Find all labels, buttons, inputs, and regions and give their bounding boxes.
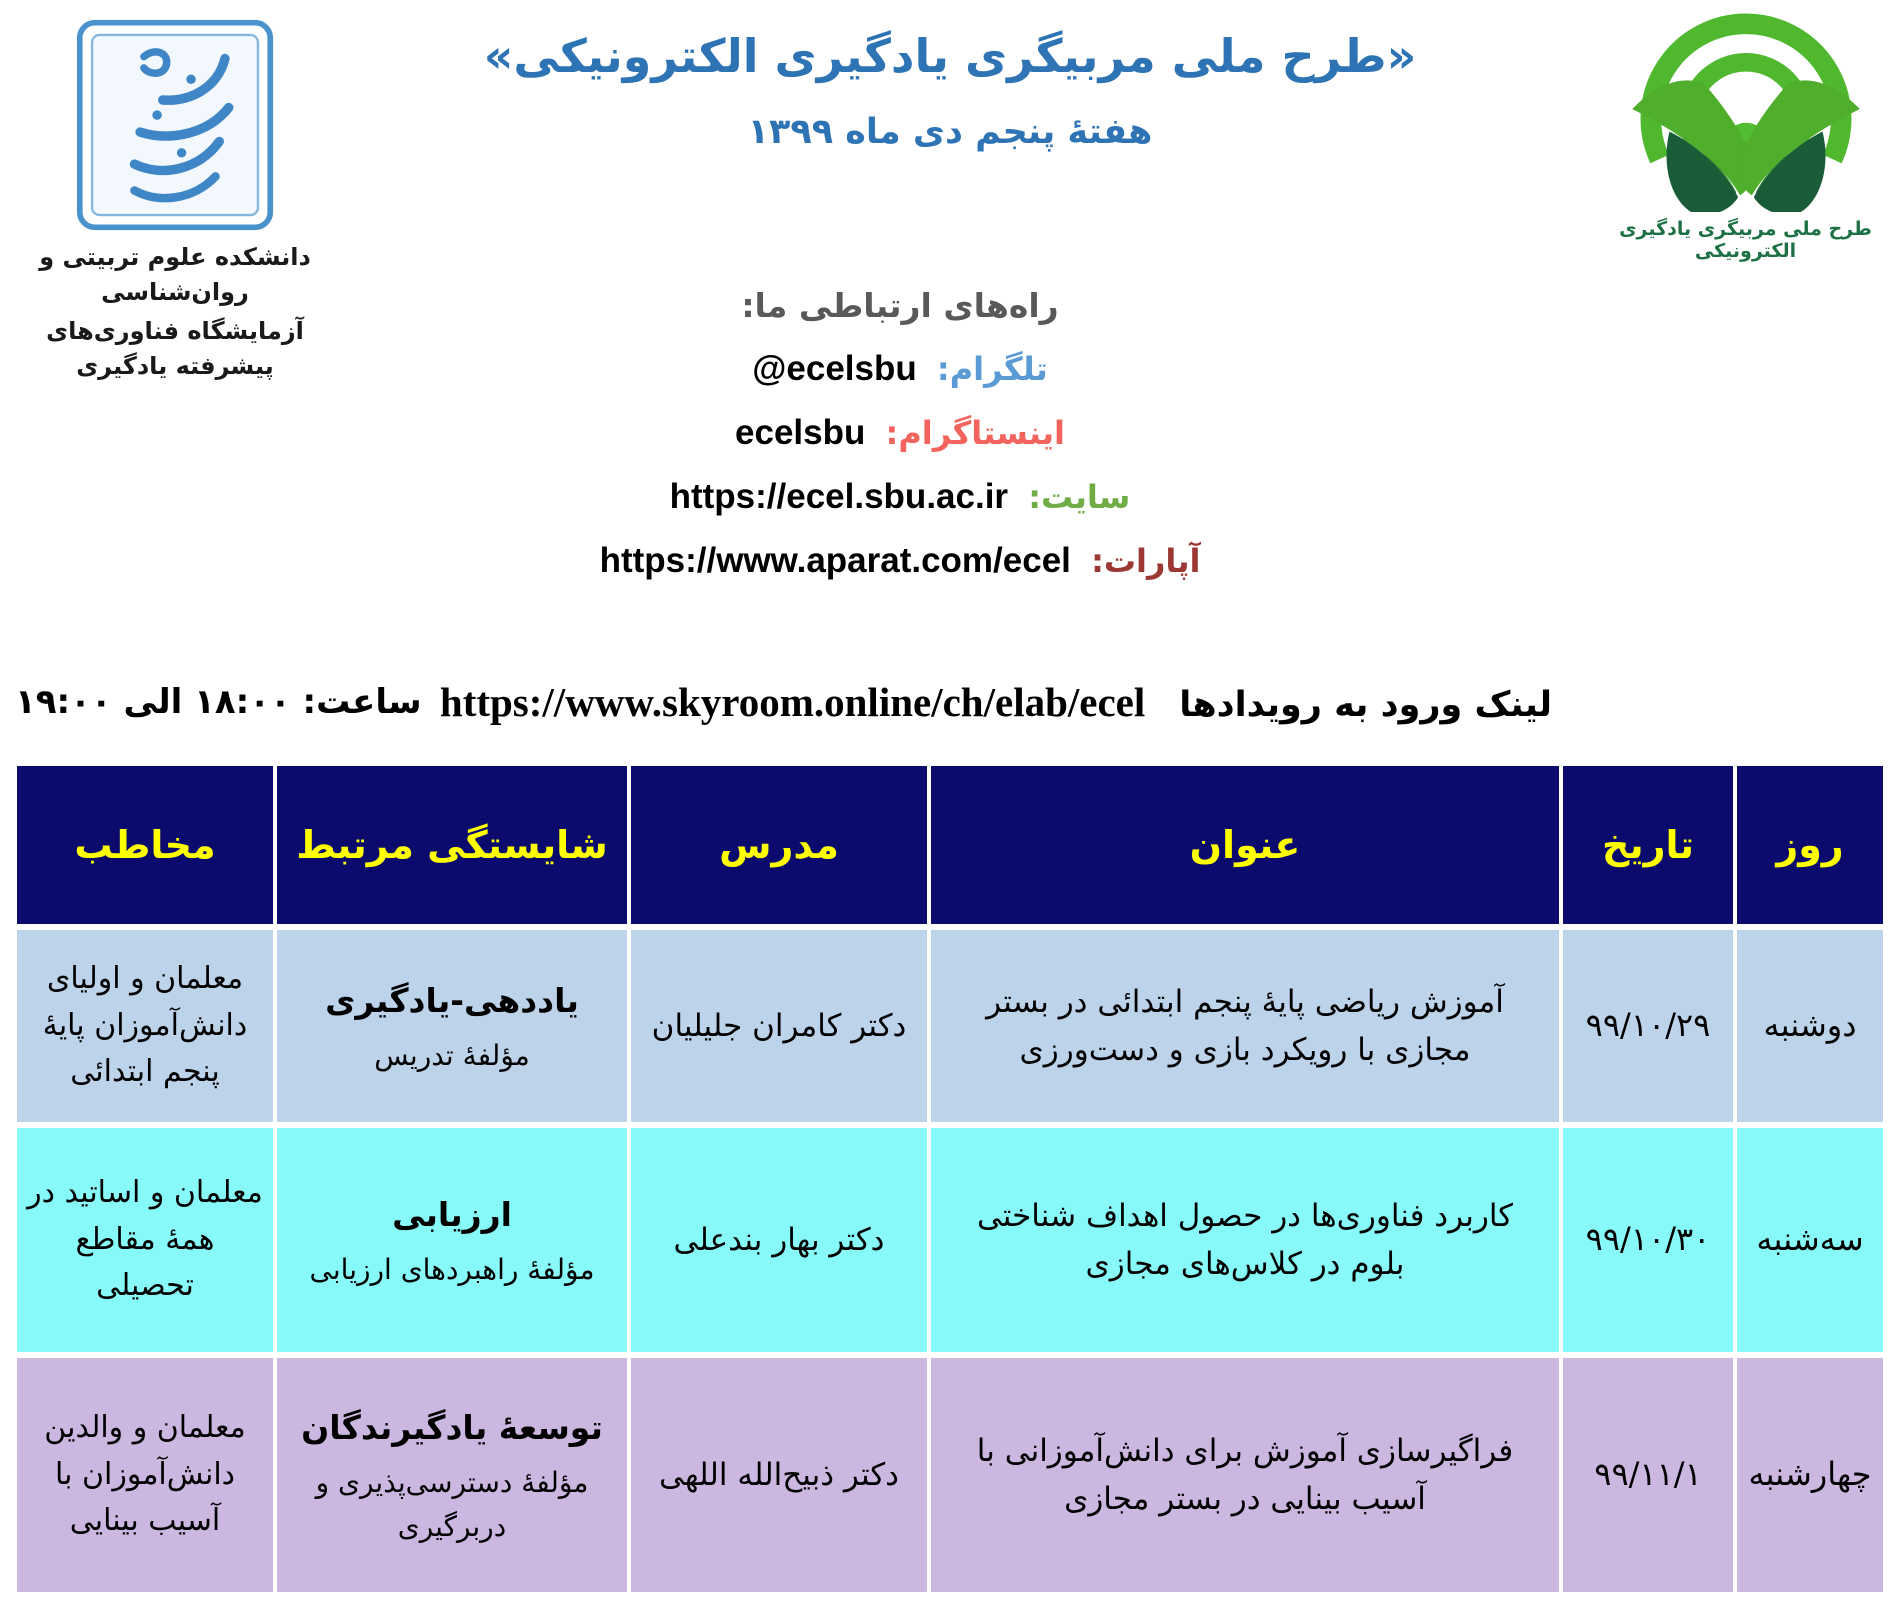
cell-title: آموزش ریاضی پایۀ پنجم ابتدائی در بستر مجازی با رویکرد بازی و دست‌ورزی [931,930,1559,1122]
contact-aparat [500,541,1300,581]
contact-heading: راه‌های ارتباطی ما: [741,286,1059,325]
aparat-label: آپارات: [1091,542,1201,580]
events-link-url: https://www.skyroom.online/ch/elab/ecel [439,679,1146,725]
table-row-wednesday [17,1358,1883,1592]
telegram-handle: @ecelsbu [752,349,917,388]
cell-day: دوشنبه [1737,930,1883,1122]
page-title: «طرح ملی مربیگری یادگیری الکترونیکی» [483,29,1417,83]
program-logo-icon [1618,6,1874,212]
contact-telegram [500,349,1300,389]
column-header-day: روز [1737,766,1883,924]
table-row-monday [17,930,1883,1122]
competency-sub: مؤلفۀ تدریس [374,1038,530,1072]
aparat-url: https://www.aparat.com/ecel [599,541,1071,580]
cell-competency [277,1358,627,1592]
events-bar [0,678,1900,734]
cell-title: کاربرد فناوری‌ها در حصول اهداف شناختی بلوم در کلاس‌های مجازی [931,1128,1559,1352]
schedule-section [13,760,1887,1598]
telegram-label: تلگرام: [936,350,1048,388]
instagram-label: اینستاگرام: [885,414,1065,452]
events-link-label: لینک ورود به رویدادها [1179,685,1552,725]
university-logo [76,18,274,236]
column-header-title: عنوان [931,766,1559,924]
session-time: ساعت: ۱۸:۰۰ الی ۱۹:۰۰ [15,682,422,722]
column-header-instructor: مدرس [631,766,927,924]
website-url: https://ecel.sbu.ac.ir [669,477,1009,516]
cell-date: ۹۹/۱۰/۲۹ [1563,930,1733,1122]
cell-audience: معلمان و اساتید در همۀ مقاطع تحصیلی [17,1128,273,1352]
instagram-handle: ecelsbu [735,413,866,452]
program-logo-caption: طرح ملی مربیگری یادگیری الکترونیکی [1619,218,1872,262]
cell-date: ۹۹/۱۰/۳۰ [1563,1128,1733,1352]
website-label: سایت: [1028,478,1131,516]
cell-competency [277,930,627,1122]
competency-main: یاددهی-یادگیری [325,980,579,1020]
cell-day: سه‌شنبه [1737,1128,1883,1352]
university-seal-icon [76,18,274,232]
table-row-tuesday [17,1128,1883,1352]
contact-block [500,286,1300,605]
competency-sub: مؤلفۀ راهبردهای ارزیابی [309,1252,595,1286]
competency-main: توسعۀ یادگیرندگان [301,1408,603,1448]
column-header-audience: مخاطب [17,766,273,924]
column-header-date: تاریخ [1563,766,1733,924]
cell-instructor: دکتر ذبیح‌الله اللهی [631,1358,927,1592]
page-subtitle: هفتۀ پنجم دی ماه ۱۳۹۹ [747,111,1153,152]
column-header-competency: شایستگی مرتبط [277,766,627,924]
faculty-caption: دانشکده علوم تربیتی و روان‌شناسی [39,243,311,306]
competency-main: ارزیابی [392,1194,512,1234]
title-block [390,28,1510,152]
contact-website [500,477,1300,517]
cell-date: ۹۹/۱۱/۱ [1563,1358,1733,1592]
university-block [5,18,345,384]
cell-title: فراگیرسازی آموزش برای دانش‌آموزانی با آسیب بینایی در بستر مجازی [931,1358,1559,1592]
program-block [1598,6,1893,262]
cell-audience: معلمان و والدین دانش‌آموزان با آسیب بینایی [17,1358,273,1592]
competency-sub: مؤلفۀ دسترسی‌پذیری و دربرگیری [315,1466,589,1543]
contact-instagram [500,413,1300,453]
cell-day: چهارشنبه [1737,1358,1883,1592]
schedule-table [13,760,1887,1598]
table-header-row [17,766,1883,924]
lab-caption: آزمایشگاه فناوری‌های پیشرفته یادگیری [46,317,304,380]
events-link-group [440,678,1552,726]
cell-audience: معلمان و اولیای دانش‌آموزان پایۀ پنجم ابتدائی [17,930,273,1122]
cell-instructor: دکتر کامران جلیلیان [631,930,927,1122]
cell-instructor: دکتر بهار بندعلی [631,1128,927,1352]
cell-competency [277,1128,627,1352]
